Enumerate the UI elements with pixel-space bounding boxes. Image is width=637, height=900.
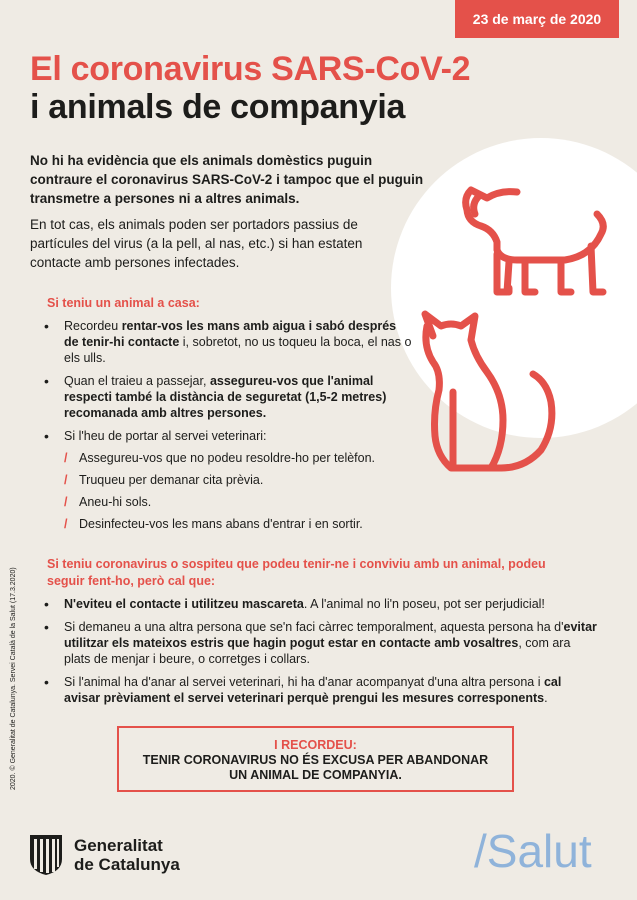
reminder-box [117, 726, 514, 792]
salut-logo: /Salut [474, 825, 592, 877]
sub-list-item: / Aneu-hi sols. [64, 494, 414, 510]
list-item: • N'eviteu el contacte i utilitzeu mascareta. A l'animal no li'n poseu, pot ser perjudicial! [44, 596, 599, 612]
section1-list [44, 318, 414, 539]
generalitat-logo-icon [28, 833, 64, 877]
title-line-2: i animals de companyia [30, 88, 406, 126]
section2-list [44, 596, 599, 713]
section1-heading: Si teniu un animal a casa: [47, 296, 200, 310]
sub-list-item: / Truqueu per demanar cita prèvia. [64, 472, 414, 488]
cat-outline-icon [425, 314, 552, 468]
list-item: • Quan el traieu a passejar, assegureu-vos que l'animal respecti també la distància de seguretat (1,5-2 metres) recomanada amb altres persones. [44, 373, 414, 421]
dog-outline-icon [466, 190, 604, 292]
copyright-credit: 2020. © Generalitat de Catalunya. Servei Català de la Salut (17.3.2020) [10, 567, 17, 790]
section2-heading: Si teniu coronavirus o sospiteu que podeu tenir-ne i conviviu amb un animal, podeu seguir fent-ho, però cal que: [47, 557, 546, 588]
generalitat-wordmark: Generalitat de Catalunya [74, 836, 180, 874]
page-title [30, 50, 470, 126]
sub-list-item: / Assegureu-vos que no podeu resoldre-ho per telèfon. [64, 450, 414, 466]
list-item: • Recordeu rentar-vos les mans amb aigua i sabó després de tenir-hi contacte i, sobretot, no us toqueu la boca, el nas o els ulls. [44, 318, 414, 366]
list-item: • Si l'heu de portar al servei veterinari: / Assegureu-vos que no podeu resoldre-ho per telèfon. / Truqueu per demanar cita prèvia. / Aneu-hi sols. / Desinfecteu-vos les mans abans d'entrar i en sortir. [44, 428, 414, 532]
list-item: • Si l'animal ha d'anar al servei veterinari, hi ha d'anar acompanyat d'una altra persona i cal avisar prèviament el servei veterinari perquè prengui les mesures corresponents. [44, 674, 599, 706]
date-badge: 23 de març de 2020 [455, 0, 619, 38]
title-line-1: El coronavirus SARS-CoV-2 [30, 50, 471, 88]
sub-list-item: / Desinfecteu-vos les mans abans d'entrar i en sortir. [64, 516, 414, 532]
vet-visit-sublist [64, 450, 414, 532]
intro-paragraph: En tot cas, els animals poden ser portadors passius de partícules del virus (a la pell, al nas, etc.) si han estaten contacte amb persones infectades. [30, 217, 363, 270]
reminder-body: TENIR CORONAVIRUS NO ÉS EXCUSA PER ABANDONAR UN ANIMAL DE COMPANYIA. [142, 753, 489, 782]
reminder-heading: I RECORDEU: [274, 738, 357, 752]
intro-statement: No hi ha evidència que els animals domèstics puguin contraure el coronavirus SARS-CoV-2 i tampoc que el puguin transmetre a persones ni a altres animals. [30, 153, 424, 206]
pets-illustration [405, 150, 635, 485]
list-item: • Si demaneu a una altra persona que se'n faci càrrec temporalment, aquesta persona ha d'evitar utilitzar els mateixos estris que hagin pogut estar en contacte amb vosaltres, com ara plats de menjar i beure, o corretges i collars. [44, 619, 599, 667]
